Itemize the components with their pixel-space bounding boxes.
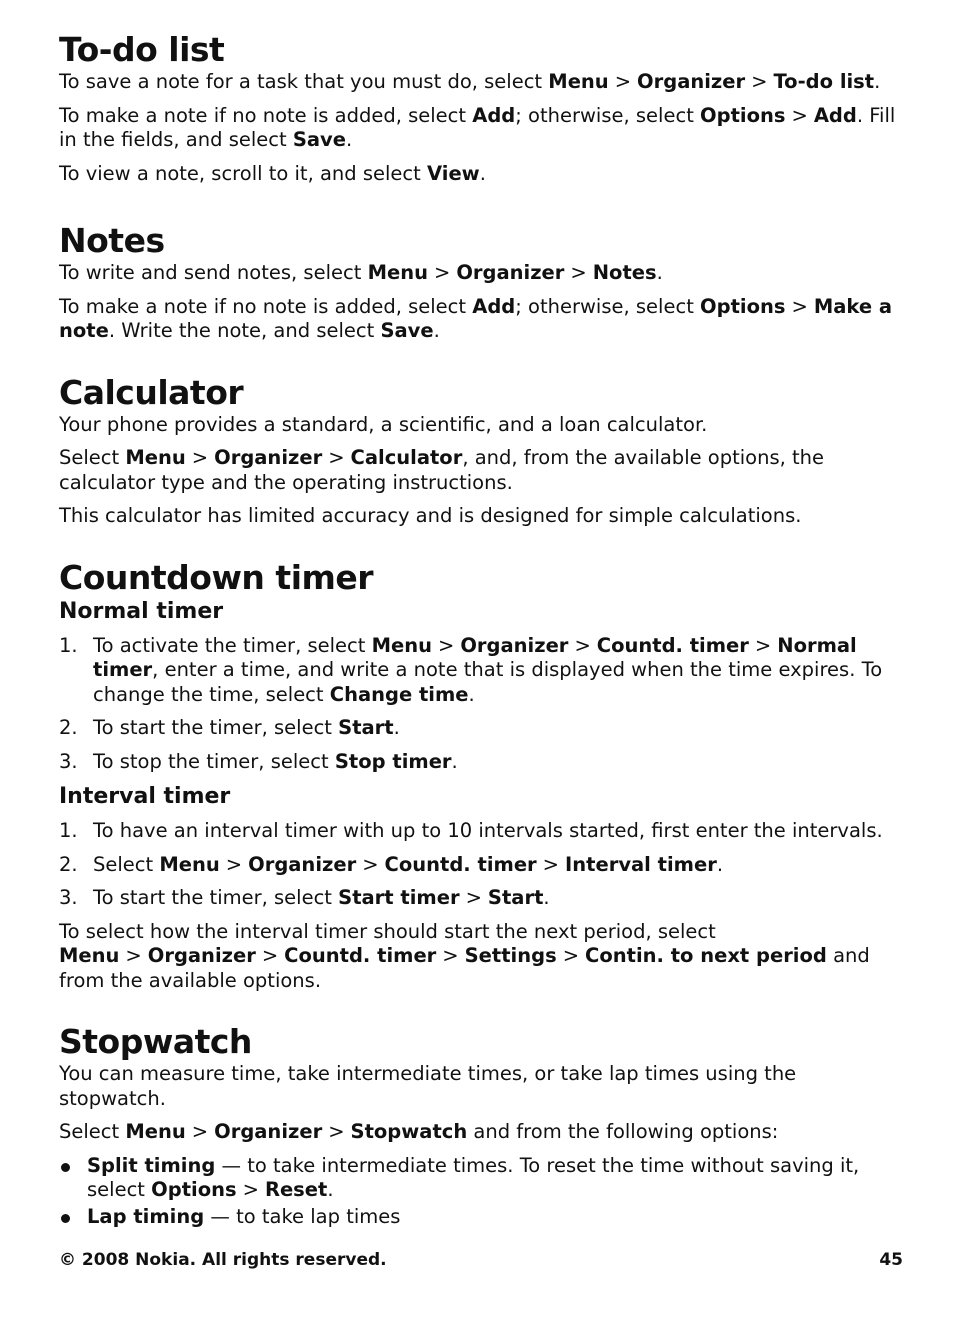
list-item: 2. To start the timer, select Start. [59,716,400,739]
normal-timer-steps [59,634,905,775]
interval-timer-steps [59,819,905,911]
calculator-paragraph-2: Select Menu > Organizer > Calculator, and, from the available options, the calculator type and the operating instructions. [59,446,825,494]
notes-paragraph-1: To write and send notes, select Menu > Organizer > Notes. [59,261,663,284]
heading-countdown-timer: Countdown timer [59,557,374,597]
todo-paragraph-2: To make a note if no note is added, select Add; otherwise, select Options > Add. Fill in the fields, and select Save. [59,103,896,151]
interval-timer-paragraph: To select how the interval timer should start the next period, select Menu > Organizer > Countd. timer > Settings > Contin. to next period and from the available options. [59,919,870,992]
heading-interval-timer: Interval timer [59,784,231,809]
page-footer [59,1250,903,1270]
section-countdown-timer [59,558,905,994]
bullet-icon [61,1163,70,1172]
heading-calculator: Calculator [59,372,244,412]
todo-paragraph-3: To view a note, scroll to it, and select View. [59,161,486,185]
calculator-paragraph-3: This calculator has limited accuracy and is designed for simple calculations. [59,504,802,527]
heading-notes: Notes [59,221,165,260]
list-item: 3. To stop the timer, select Stop timer. [59,749,458,773]
stopwatch-options [59,1154,905,1230]
stopwatch-paragraph-2: Select Menu > Organizer > Stopwatch and from the following options: [59,1120,779,1143]
todo-paragraph-1: To save a note for a task that you must do, select Menu > Organizer > To-do list. [59,70,881,93]
list-item: 3. To start the timer, select Start timer > Start. [59,886,550,909]
calculator-paragraph-1: Your phone provides a standard, a scientific, and a loan calculator. [59,412,708,436]
copyright-text: © 2008 Nokia. All rights reserved. [59,1250,387,1270]
section-notes [59,221,905,344]
list-item: Split timing — to take intermediate times. To reset the time without saving it, select Options > Reset. [59,1154,905,1203]
page-content [59,30,905,1231]
list-item: 1. To activate the timer, select Menu > Organizer > Countd. timer > Normal timer, enter a time, and write a note that is displayed when the time expires. To change the time, select Change time. [59,633,883,706]
heading-stopwatch: Stopwatch [59,1022,252,1061]
page-number: 45 [879,1250,903,1270]
stopwatch-paragraph-1: You can measure time, take intermediate times, or take lap times using the stopwatch. [59,1062,797,1110]
section-stopwatch [59,1022,905,1229]
section-calculator [59,373,905,529]
bullet-icon [61,1214,70,1223]
list-item: 2. Select Menu > Organizer > Countd. timer > Interval timer. [59,852,724,876]
heading-todo-list: To-do list [59,30,225,69]
section-todo-list [59,30,905,186]
list-item: 1. To have an interval timer with up to 10 intervals started, first enter the intervals. [59,819,883,842]
heading-normal-timer: Normal timer [59,598,224,624]
notes-paragraph-2: To make a note if no note is added, select Add; otherwise, select Options > Make a note. Write the note, and select Save. [59,294,893,342]
list-item: Lap timing — to take lap times [59,1205,905,1230]
